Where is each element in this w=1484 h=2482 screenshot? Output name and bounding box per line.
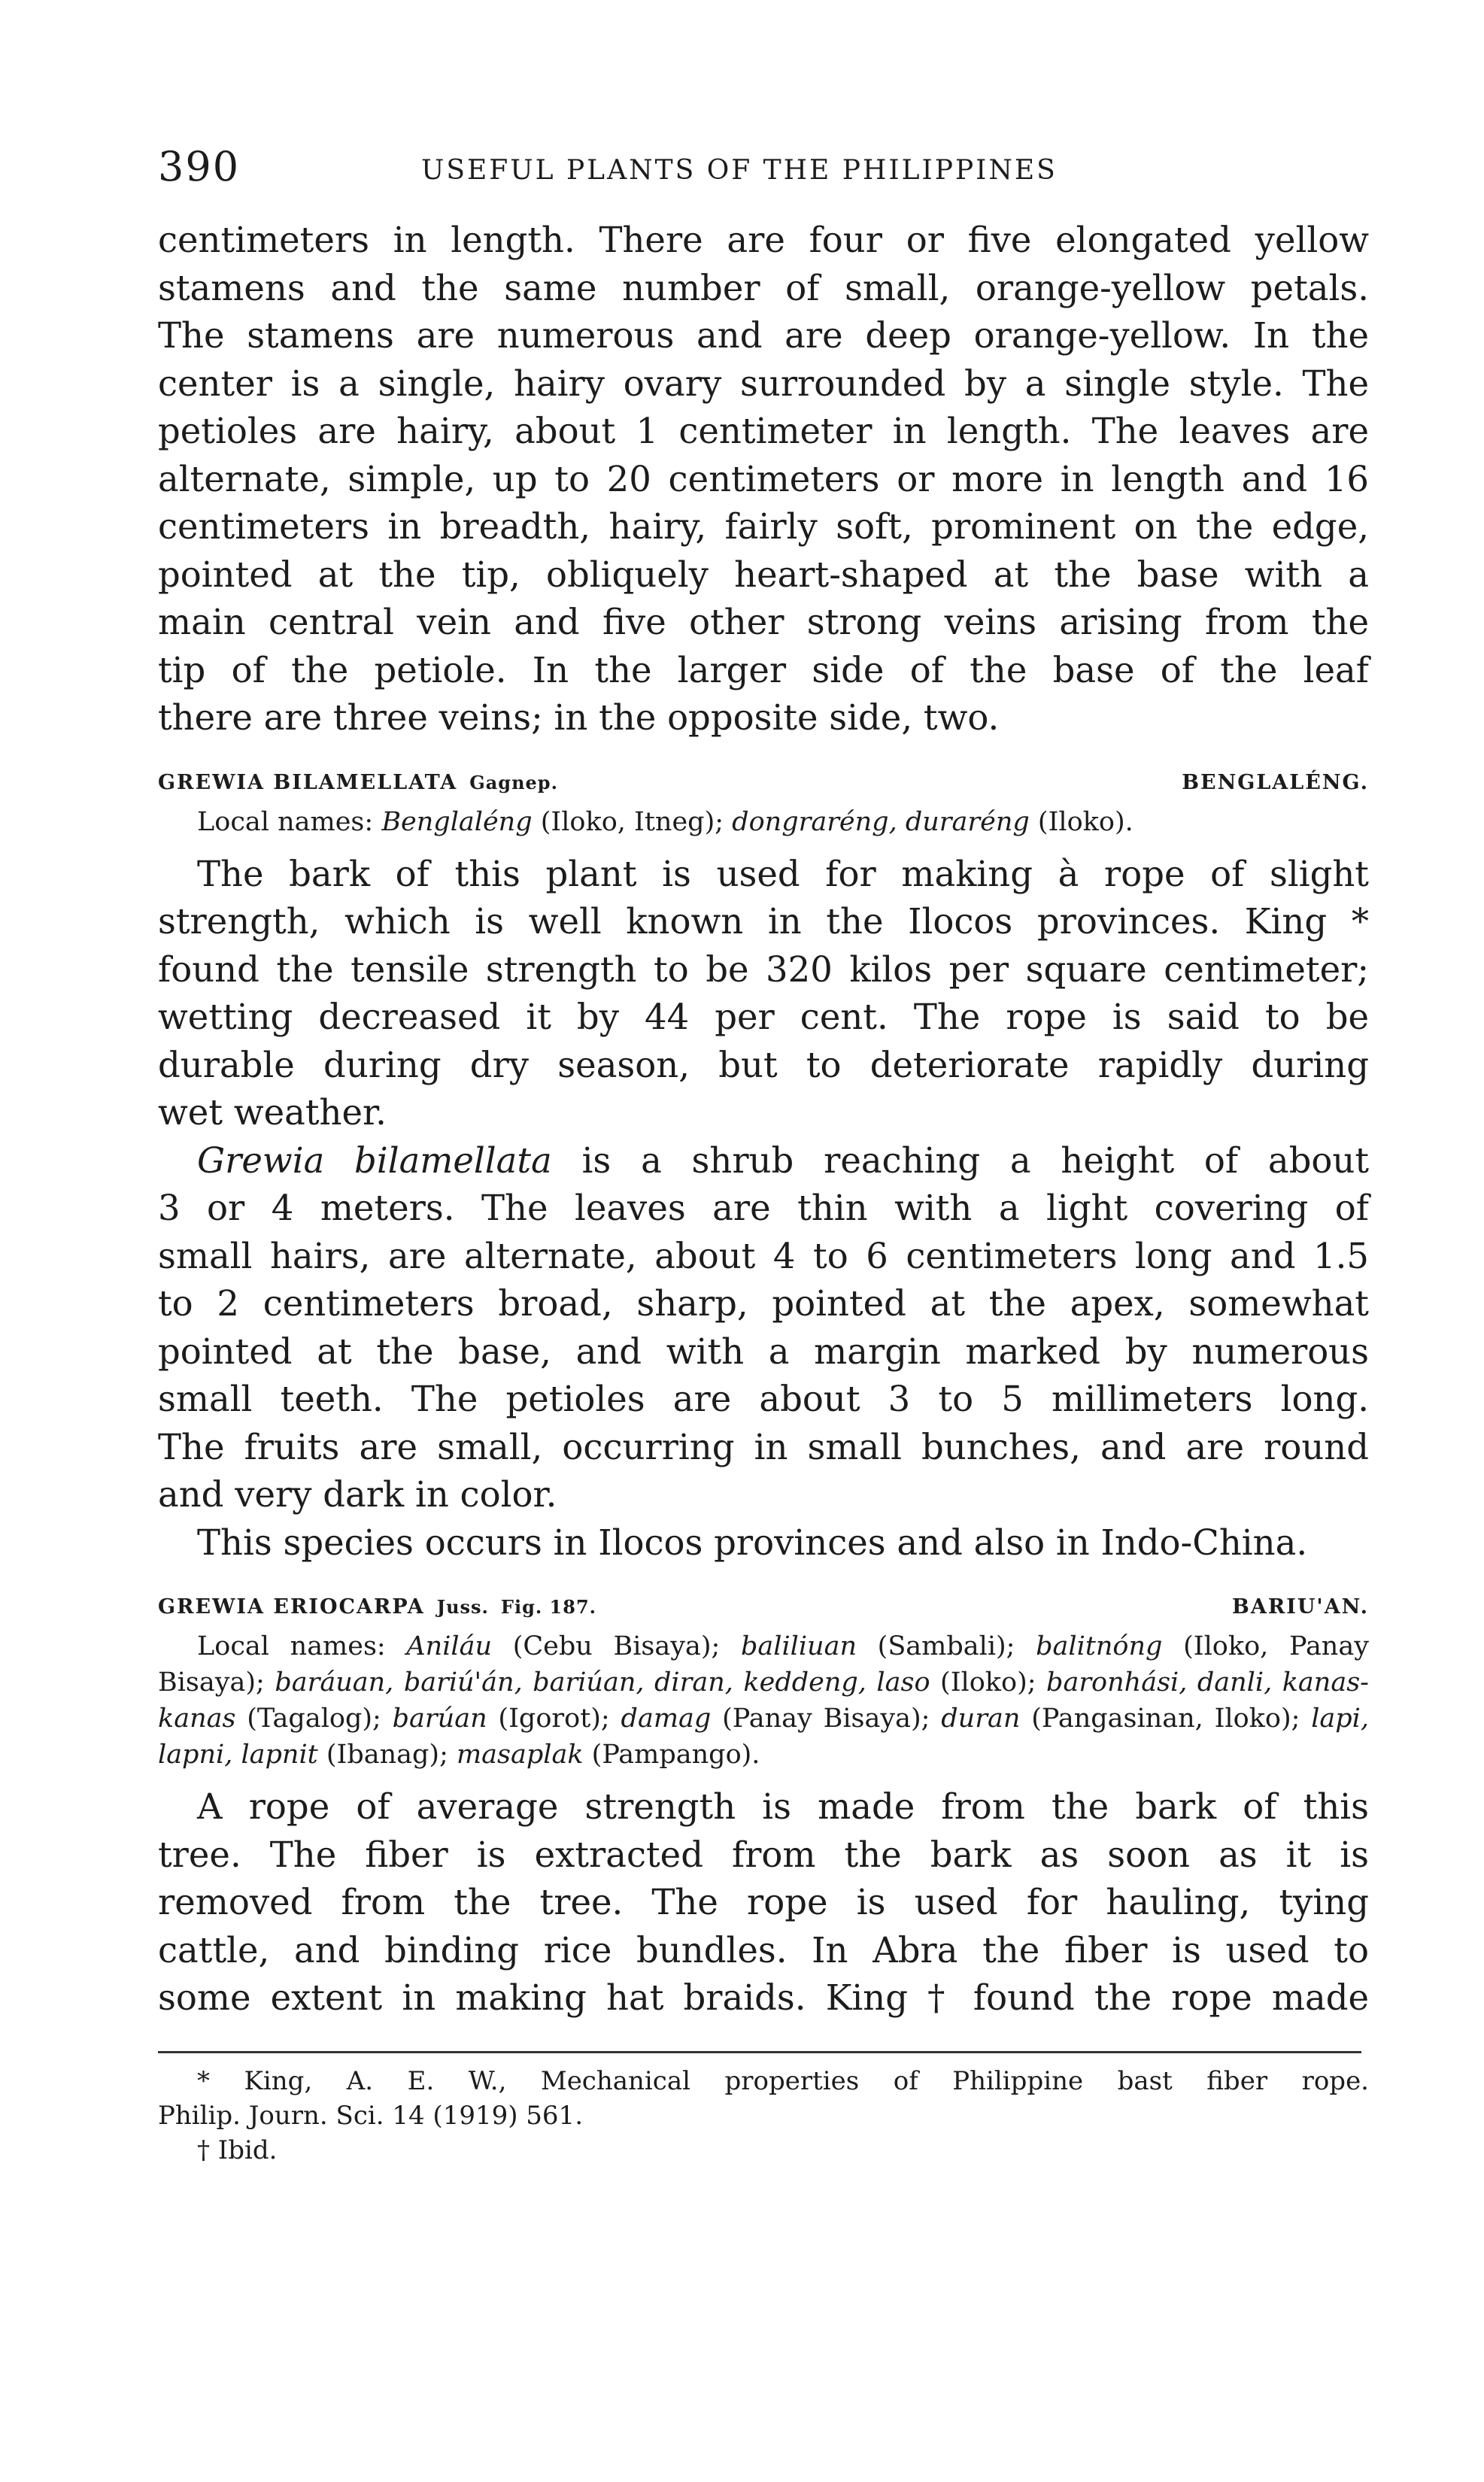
species-name: GREWIA ERIOCARPA: [158, 1595, 425, 1619]
text-line: center is a single, hairy ovary surrounded by a single style. The: [158, 363, 1369, 404]
text-line: some extent in making hat braids. King † found the rope made: [158, 1977, 1369, 2018]
species-italic: Grewia bilamellata: [197, 1139, 552, 1181]
text-line: A rope of average strength is made from the bark of this: [197, 1786, 1369, 1827]
intro-paragraph: [158, 217, 1369, 742]
text-line: pointed at the tip, obliquely heart-shaped at the base with a: [158, 554, 1369, 595]
text-line: Grewia bilamellata is a shrub reaching a height of about: [197, 1139, 1370, 1181]
text-line: The bark of this plant is used for making à rope of slight: [197, 853, 1369, 894]
text-line: to 2 centimeters broad, sharp, pointed at the apex, somewhat: [158, 1283, 1369, 1324]
text-line: petioles are hairy, about 1 centimeter in length. The leaves are: [158, 411, 1369, 451]
running-head: [158, 143, 1369, 196]
text-line: small teeth. The petioles are about 3 to 5 millimeters long.: [158, 1379, 1369, 1419]
text-line: wetting decreased it by 44 per cent. The rope is said to be: [158, 997, 1369, 1037]
text-line: centimeters in length. There are four or five elongated yellow: [158, 220, 1369, 260]
text-line: This species occurs in Ilocos provinces and also in Indo-China.: [197, 1522, 1308, 1563]
text-line: and very dark in color.: [158, 1474, 557, 1515]
text-line: 3 or 4 meters. The leaves are thin with a light covering of: [158, 1188, 1369, 1228]
footnote-continuation: Philip. Journ. Sci. 14 (1919) 561.: [158, 2100, 584, 2131]
running-title: USEFUL PLANTS OF THE PHILIPPINES: [421, 155, 1058, 186]
species-name: GREWIA BILAMELLATA: [158, 770, 458, 794]
figure-reference: Fig. 187.: [500, 1596, 597, 1618]
species-heading-grewia-eriocarpa: [158, 1592, 1369, 1622]
text-line: tip of the petiole. In the larger side of the base of the leaf: [158, 649, 1369, 690]
text-line: small hairs, are alternate, about 4 to 6 centimeters long and 1.5: [158, 1235, 1369, 1276]
footnotes: [158, 2064, 1369, 2168]
page-number: 390: [158, 143, 241, 190]
text-line: centimeters in breadth, hairy, fairly soft, prominent on the edge,: [158, 506, 1369, 547]
text-line: The fruits are small, occurring in small bunches, and are round: [158, 1426, 1369, 1467]
species-authority: Juss.: [436, 1596, 489, 1618]
text-line: strength, which is well known in the Ilocos provinces. King *: [158, 901, 1369, 942]
text-line: main central vein and five other strong veins arising from the: [158, 602, 1369, 642]
body-paragraph: [158, 1137, 1369, 1519]
text-line: stamens and the same number of small, orange-yellow petals.: [158, 267, 1369, 308]
body-paragraph: [158, 1519, 1369, 1567]
text-line: found the tensile strength to be 320 kilos per square centimeter;: [158, 948, 1369, 990]
footnote: * King, A. E. W., Mechanical properties of Philippine bast fiber rope.: [197, 2065, 1369, 2096]
text-line: cattle, and binding rice bundles. In Abra the fiber is used to: [158, 1929, 1369, 1971]
text-line: alternate, simple, up to 20 centimeters or more in length and 16: [158, 458, 1369, 499]
text-line: The stamens are numerous and are deep orange-yellow. In the: [158, 315, 1369, 356]
text-line: tree. The fiber is extracted from the bark as soon as it is: [158, 1834, 1369, 1875]
species-common-name: BENGLALÉNG.: [1182, 770, 1369, 794]
text-line: durable during dry season, but to deteriorate rapidly during: [158, 1044, 1369, 1085]
species-authority: Gagnep.: [469, 771, 558, 793]
species-heading-grewia-bilamellata: [158, 768, 1369, 798]
species-common-name: BARIU'AN.: [1232, 1595, 1369, 1619]
body-paragraph: [158, 1783, 1369, 2022]
local-names: Local names: Benglaléng (Iloko, Itneg); dongraréng, duraréng (Iloko).: [197, 806, 1133, 837]
text-line: removed from the tree. The rope is used for hauling, tying: [158, 1882, 1369, 1922]
text-line: pointed at the base, and with a margin marked by numerous: [158, 1331, 1369, 1372]
text-line: there are three veins; in the opposite side, two.: [158, 697, 1000, 738]
footnote: † Ibid.: [197, 2135, 278, 2165]
local-names: Local names: Aniláu (Cebu Bisaya); baliliuan (Sambali); balitnóng (Iloko, Panay Bisaya); baráuan, bariú'án, bariúan, diran, keddeng, laso (Iloko); baronhási, danli, kanas-kanas (Tagalog); barúan (Igorot); damag (Panay Bisaya); duran (Pangasinan, Iloko); lapi, lapni, lapnit (Ibanag); masaplak (Pampango).: [158, 1631, 1370, 1770]
book-page: [158, 143, 1369, 2429]
text-line: wet weather.: [158, 1092, 387, 1133]
body-paragraph: [158, 851, 1369, 1137]
footnote-rule: [158, 2051, 1361, 2053]
